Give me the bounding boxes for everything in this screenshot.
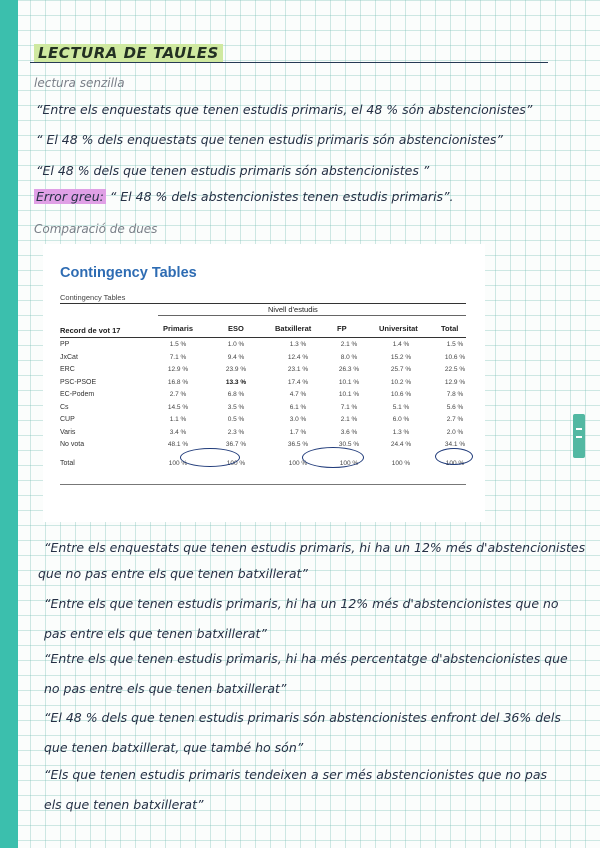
table-row-label: CUP — [60, 416, 75, 423]
table-cell: 10.1 % — [338, 378, 360, 386]
table-cell: 3.6 % — [340, 428, 358, 436]
notebook-binding — [0, 0, 18, 848]
table-row-label: ERC — [60, 366, 75, 373]
quote-simple-1: “Entre els enquestats que tenen estudis primaris, el 48 % són abstencionistes” — [36, 102, 533, 117]
table-cell: 2.1 % — [340, 341, 358, 348]
page-side-tab — [573, 414, 585, 458]
table-cell: 6.0 % — [392, 416, 410, 423]
error-label: Error greu: — [36, 189, 104, 204]
table-cell: 10.1 % — [338, 391, 360, 398]
table-cell: 12.9 % — [167, 366, 189, 373]
table-subtitle: Contingency Tables — [60, 293, 126, 302]
table-cell: 100 % — [168, 459, 188, 467]
table-cell: 16.8 % — [167, 378, 189, 386]
quote-compare-1a: “Entre els enquestats que tenen estudis primaris, hi ha un 12% més d'abstencionistes — [44, 540, 586, 555]
table-cell: 100 % — [226, 459, 246, 467]
column-header-total: Total — [441, 324, 459, 333]
table-cell: 12.9 % — [444, 378, 466, 386]
table-cell: 10.6 % — [390, 391, 412, 398]
column-header-batxillerat: Batxillerat — [275, 324, 312, 333]
table-cell: 12.4 % — [287, 353, 309, 361]
table-cell: 10.2 % — [390, 378, 412, 386]
table-row-label: PSC-PSOE — [60, 378, 97, 386]
table-cell: 22.5 % — [444, 366, 466, 373]
table-cell: 2.7 % — [446, 416, 464, 423]
table-cell: 14.5 % — [167, 403, 189, 411]
table-cell: 1.5 % — [169, 341, 187, 348]
column-header-fp: FP — [337, 324, 347, 333]
column-header-universitat: Universitat — [379, 324, 418, 333]
table-cell: 1.3 % — [392, 428, 410, 436]
table-cell: 25.7 % — [390, 366, 412, 373]
table-cell: 24.4 % — [390, 441, 412, 448]
table-cell: 34.1 % — [444, 441, 466, 448]
column-header-primaris: Primaris — [163, 324, 194, 333]
table-cell: 0.5 % — [227, 416, 245, 423]
table-cell: 10.6 % — [444, 353, 466, 361]
table-cell: 7.1 % — [169, 353, 187, 361]
handdrawn-circle-primaris — [180, 448, 240, 467]
table-row-label: JxCat — [60, 353, 78, 361]
quote-simple-3: “El 48 % dels que tenen estudis primaris són abstencionistes ” — [36, 163, 430, 178]
quote-compare-2b: pas entre els que tenen batxillerat” — [44, 626, 267, 641]
quote-compare-2a: “Entre els que tenen estudis primaris, hi ha un 12% més d'abstencionistes que no — [44, 596, 559, 611]
table-row-header: Record de vot 17 — [60, 326, 121, 335]
table-group-rule — [158, 315, 466, 316]
section-heading-simple: lectura senzilla — [34, 76, 125, 90]
table-cell: 1.7 % — [289, 428, 307, 436]
table-header-rule — [60, 337, 466, 338]
table-cell: 100 % — [339, 459, 359, 467]
table-cell: 26.3 % — [338, 366, 360, 373]
section-heading-compare: Comparació de dues — [34, 222, 158, 236]
error-note — [34, 189, 454, 204]
table-cell: 13.3 % — [225, 378, 247, 386]
quote-compare-4a: “El 48 % dels que tenen estudis primaris són abstencionistes enfront del 36% dels — [44, 710, 561, 725]
table-cell: 7.1 % — [340, 403, 358, 411]
table-cell: 3.0 % — [289, 416, 307, 423]
table-cell: 2.0 % — [446, 428, 464, 436]
table-cell: 7.8 % — [446, 391, 464, 398]
column-header-eso: ESO — [228, 324, 244, 333]
table-cell: 23.9 % — [225, 366, 247, 373]
table-cell: 100 % — [445, 459, 465, 467]
handdrawn-circle-batxillerat — [302, 447, 364, 468]
quote-compare-1b: que no pas entre els que tenen batxillerat” — [38, 566, 308, 581]
quote-simple-2: “ El 48 % dels enquestats que tenen estudis primaris són abstencionistes” — [36, 132, 503, 147]
table-cell: 17.4 % — [287, 378, 309, 386]
table-cell: 30.5 % — [338, 441, 360, 448]
table-cell: 5.1 % — [392, 403, 410, 411]
table-cell: 2.7 % — [169, 391, 187, 398]
table-top-rule — [60, 303, 466, 304]
table-cell: 15.2 % — [390, 353, 412, 361]
quote-compare-4b: que tenen batxillerat, que també ho són” — [44, 740, 304, 755]
page-title: LECTURA DE TAULES — [34, 44, 223, 62]
table-cell: 3.5 % — [227, 403, 245, 411]
handdrawn-circle-total — [435, 448, 473, 465]
error-text: “ El 48 % dels abstencionistes tenen estudis primaris”. — [105, 189, 454, 204]
table-title: Contingency Tables — [60, 265, 197, 281]
table-row-label: Total — [60, 459, 75, 467]
table-cell: 4.7 % — [289, 391, 307, 398]
table-cell: 2.1 % — [340, 416, 358, 423]
table-row-label: No vota — [60, 441, 85, 448]
table-cell: 48.1 % — [167, 441, 189, 448]
contingency-table-printout — [43, 244, 485, 522]
table-cell: 1.1 % — [169, 416, 187, 423]
table-cell: 36.7 % — [225, 441, 247, 448]
quote-compare-3a: “Entre els que tenen estudis primaris, hi ha més percentatge d'abstencionistes que — [44, 651, 568, 666]
table-row-label: Cs — [60, 403, 69, 411]
table-group-header: Nivell d'estudis — [268, 305, 318, 314]
table-cell: 1.3 % — [289, 341, 307, 348]
table-cell: 2.3 % — [227, 428, 245, 436]
table-cell: 1.0 % — [227, 341, 245, 348]
quote-compare-5b: els que tenen batxillerat” — [44, 797, 204, 812]
table-cell: 23.1 % — [287, 366, 309, 373]
table-cell: 100 % — [288, 459, 308, 467]
table-row-label: EC-Podem — [60, 391, 95, 398]
table-cell: 1.5 % — [446, 341, 464, 348]
table-cell: 6.1 % — [289, 403, 307, 411]
table-cell: 5.6 % — [446, 403, 464, 411]
table-cell: 3.4 % — [169, 428, 187, 436]
table-cell: 36.5 % — [287, 441, 309, 448]
table-row-label: Varis — [60, 428, 76, 436]
quote-compare-5a: “Els que tenen estudis primaris tendeixen a ser més abstencionistes que no pas — [44, 767, 548, 782]
table-cell: 100 % — [391, 459, 411, 467]
table-cell: 6.8 % — [227, 391, 245, 398]
table-cell: 8.0 % — [340, 353, 358, 361]
table-cell: 1.4 % — [392, 341, 410, 348]
table-row-label: PP — [60, 341, 70, 348]
table-cell: 9.4 % — [227, 353, 245, 361]
title-underline — [30, 62, 548, 63]
quote-compare-3b: no pas entre els que tenen batxillerat” — [44, 681, 287, 696]
table-bottom-rule — [60, 484, 466, 485]
